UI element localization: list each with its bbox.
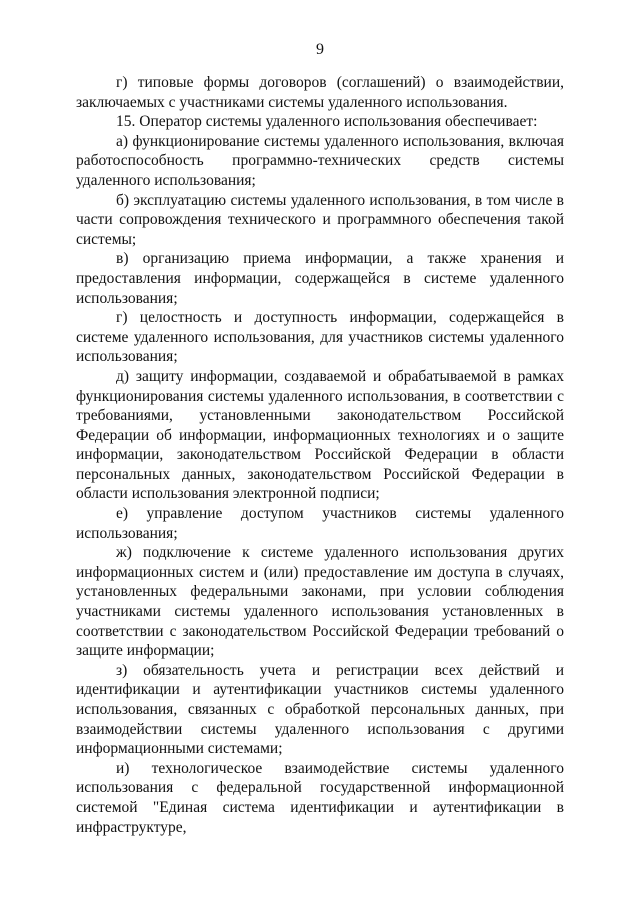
document-body	[76, 73, 564, 837]
paragraph-a-functioning: а) функционирование системы удаленного использования, включая работоспособность программно-технических средств системы удаленного использования;	[76, 132, 564, 189]
paragraph-zh-connection: ж) подключение к системе удаленного использования других информационных систем и (или) предоставление им доступа в случаях, установленных федеральными законами, при условии соблюдения участниками системы удаленного использования установленных в соответствии с законодательством Российской Федерации требований о защите информации;	[76, 544, 564, 660]
paragraph-d-information-protection: д) защиту информации, создаваемой и обрабатываемой в рамках функционирования системы удаленного использования, в соответствии с требованиями, установленными законодательством Российской Федерации об информации, информационных технологиях и о защите информации, законодательством Российской Федерации в области персональных данных, законодательством Российской Федерации в области использования электронной подписи;	[76, 367, 564, 503]
paragraph-i-interaction: и) технологическое взаимодействие системы удаленного использования с федеральной государственной информационной системой "Единая система идентификации и аутентификации в инфраструктуре,	[76, 759, 564, 836]
page-number: 9	[316, 41, 324, 58]
paragraph-g-integrity: г) целостность и доступность информации, содержащейся в системе удаленного использования, для участников системы удаленного использования;	[76, 309, 564, 366]
paragraph-b-operation: б) эксплуатацию системы удаленного использования, в том числе в части сопровождения технического и программного обеспечения такой системы;	[76, 191, 564, 248]
paragraph-g-contract-forms: г) типовые формы договоров (соглашений) о взаимодействии, заключаемых с участниками системы удаленного использования.	[76, 74, 564, 111]
paragraph-v-information-intake: в) организацию приема информации, а также хранения и предоставления информации, содержащейся в системе удаленного использования;	[76, 250, 564, 307]
paragraph-e-access-control: е) управление доступом участников системы удаленного использования;	[76, 505, 564, 542]
paragraph-15-operator-duties: 15. Оператор системы удаленного использования обеспечивает:	[116, 113, 538, 131]
paragraph-z-accounting: з) обязательность учета и регистрации всех действий и идентификации и аутентификации участников системы удаленного использования, связанных с обработкой персональных данных, при взаимодействии системы удаленного использования с другими информационными системами;	[76, 661, 564, 758]
